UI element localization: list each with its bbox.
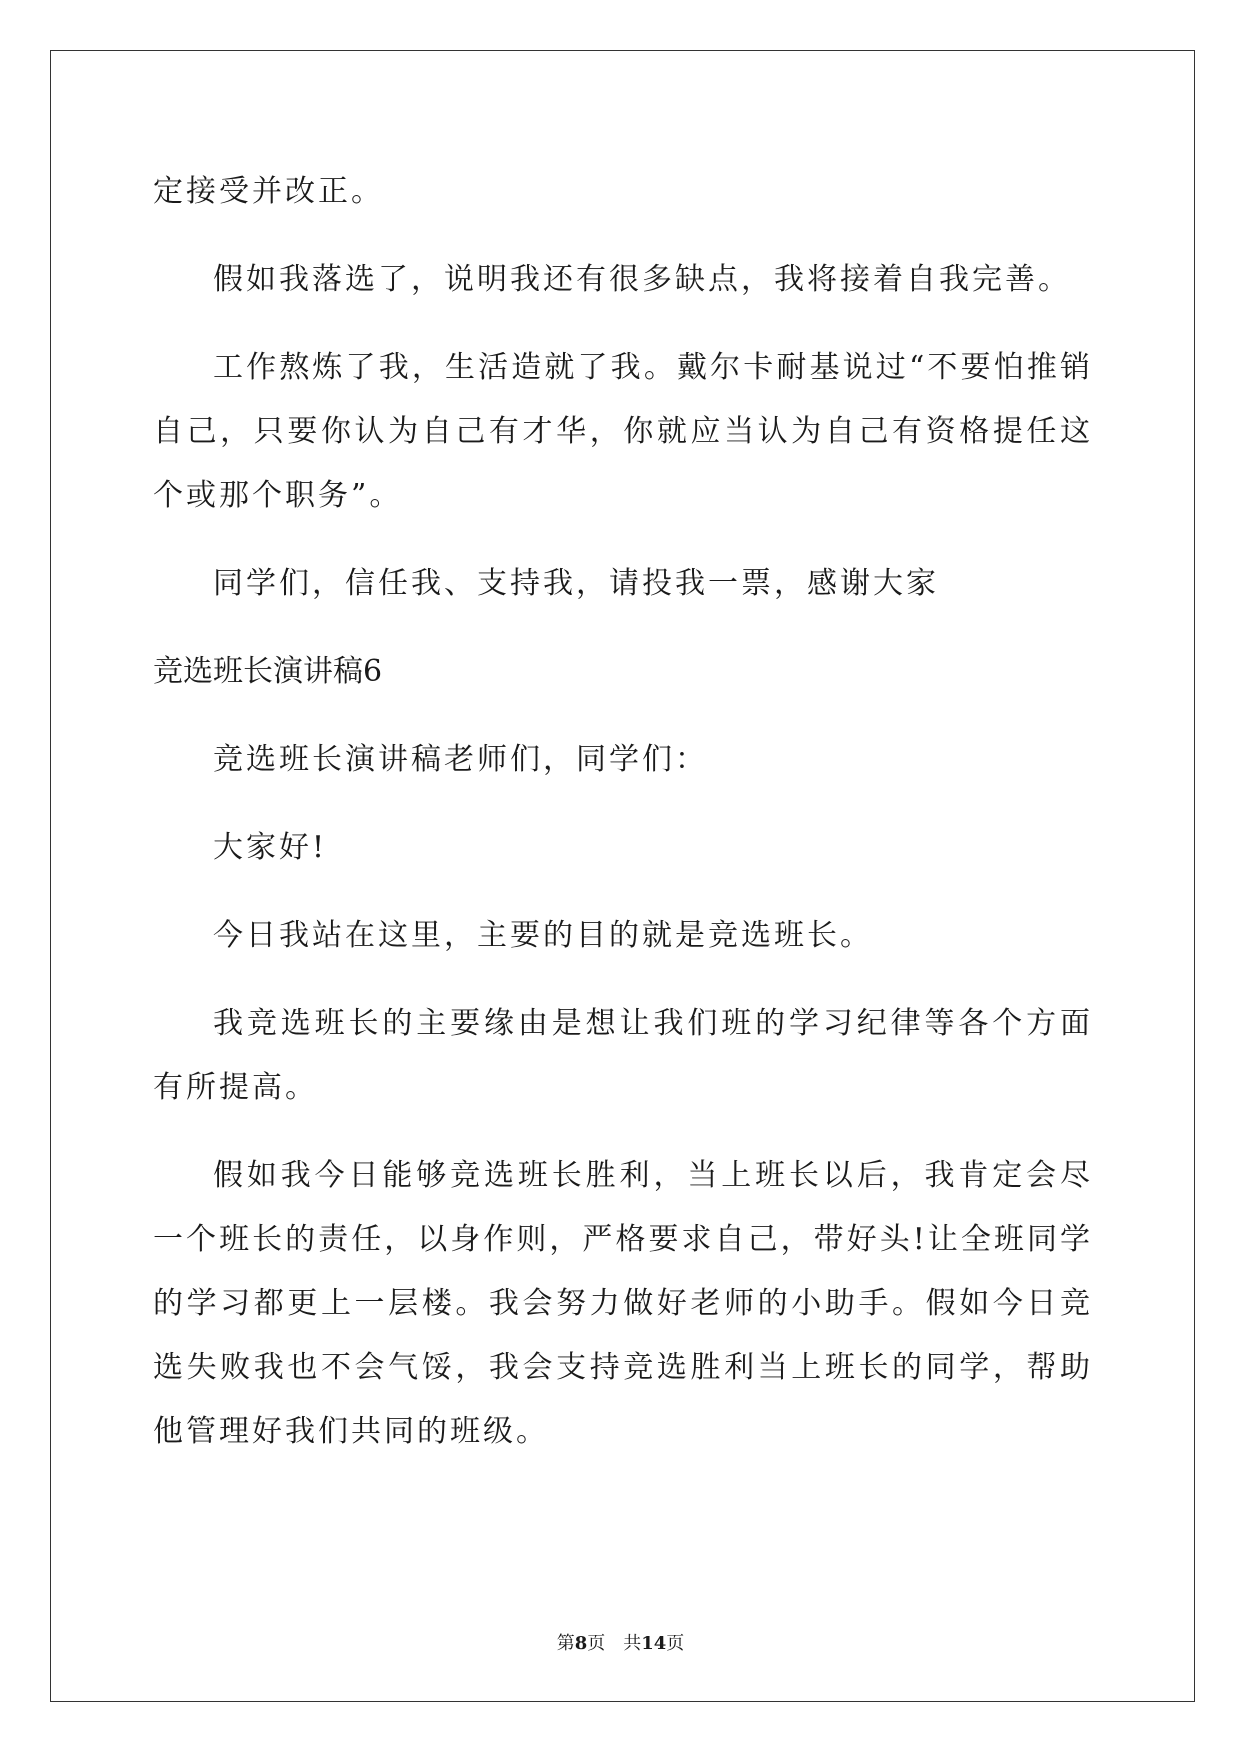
paragraph: 同学们，信任我、支持我，请投我一票，感谢大家	[213, 566, 939, 601]
paragraph: 今日我站在这里，主要的目的就是竞选班长。	[213, 918, 873, 953]
paragraph: 定接受并改正。	[153, 174, 384, 209]
paragraph: 大家好!	[213, 830, 328, 865]
document-body	[153, 160, 1093, 1488]
page-suffix: 页	[587, 1633, 606, 1654]
page-prefix: 第	[556, 1633, 575, 1654]
page-footer	[0, 1629, 1241, 1655]
page-number: 8	[574, 1633, 588, 1654]
total-pages: 14	[641, 1633, 667, 1654]
total-suffix: 页	[666, 1633, 685, 1654]
paragraph: 假如我落选了，说明我还有很多缺点，我将接着自我完善。	[213, 262, 1071, 297]
total-prefix: 共	[623, 1633, 642, 1654]
section-title: 竞选班长演讲稿6	[153, 654, 383, 689]
paragraph: 我竞选班长的主要缘由是想让我们班的学习纪律等各个方面有所提高。	[153, 1006, 1093, 1105]
paragraph: 竞选班长演讲稿老师们，同学们：	[213, 742, 708, 777]
paragraph: 假如我今日能够竞选班长胜利，当上班长以后，我肯定会尽一个班长的责任，以身作则，严格要求自己，带好头!让全班同学的学习都更上一层楼。我会努力做好老师的小助手。假如今日竞选失败我也不会气馁，我会支持竞选胜利当上班长的同学，帮助他管理好我们共同的班级。	[153, 1158, 1093, 1449]
paragraph: 工作熬炼了我，生活造就了我。戴尔卡耐基说过“不要怕推销自己，只要你认为自己有才华，你就应当认为自己有资格提任这个或那个职务”。	[153, 350, 1093, 513]
